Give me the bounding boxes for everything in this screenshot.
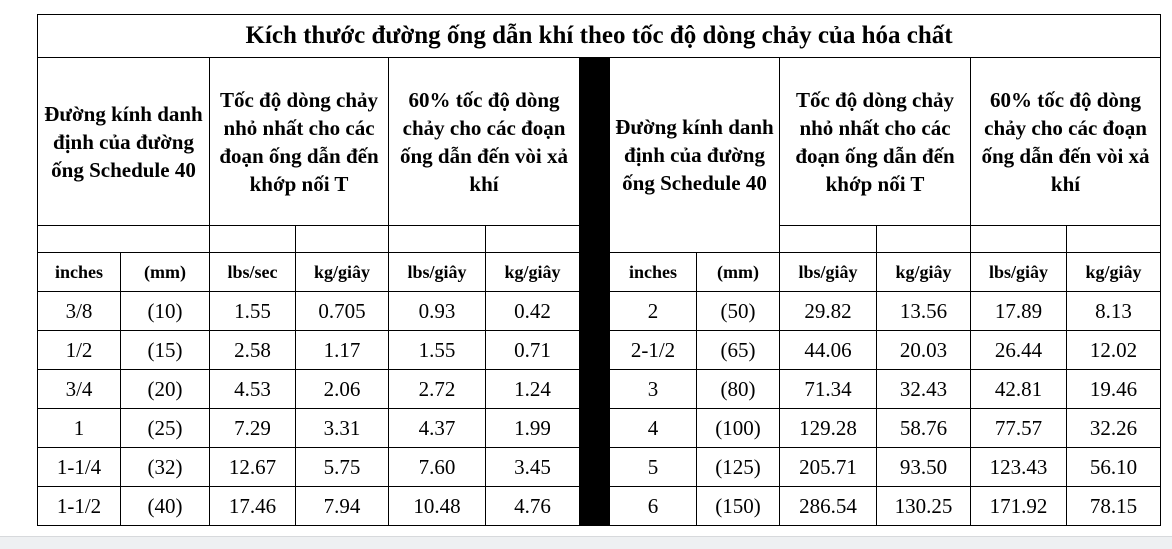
data-cell: 19.46 [1067,370,1161,409]
data-cell: (40) [121,487,210,526]
data-cell: 0.42 [486,292,580,331]
data-cell: 4.53 [210,370,296,409]
data-cell: 44.06 [780,331,877,370]
data-cell: (50) [697,292,780,331]
unit-header: kg/giây [1067,253,1161,292]
data-cell: 2.58 [210,331,296,370]
spacer-cell [1067,226,1161,253]
data-cell: (10) [121,292,210,331]
data-cell: 7.60 [389,448,486,487]
unit-header: kg/giây [296,253,389,292]
data-cell: (150) [697,487,780,526]
data-cell: 2.72 [389,370,486,409]
right-pct-flow-header: 60% tốc độ dòng chảy cho các đoạn ống dẫn đến vòi xả khí [971,58,1161,226]
data-cell: 7.94 [296,487,389,526]
data-cell: (100) [697,409,780,448]
data-cell: 10.48 [389,487,486,526]
data-cell: 56.10 [1067,448,1161,487]
data-cell: 17.89 [971,292,1067,331]
table-title: Kích thước đường ống dẫn khí theo tốc độ dòng chảy của hóa chất [38,15,1161,58]
spacer-cell [210,226,296,253]
data-cell: 42.81 [971,370,1067,409]
data-cell: 1/2 [38,331,121,370]
table-separator [580,58,610,526]
data-cell: 3.45 [486,448,580,487]
data-cell: 12.02 [1067,331,1161,370]
data-cell: 6 [610,487,697,526]
spacer-cell [389,226,486,253]
data-cell: 3/8 [38,292,121,331]
left-pipe-spacer [38,226,210,253]
left-min-flow-header: Tốc độ dòng chảy nhỏ nhất cho các đoạn ống dẫn đến khớp nối T [210,58,389,226]
data-cell: 7.29 [210,409,296,448]
flow-rate-table [37,14,1161,526]
data-cell: (32) [121,448,210,487]
data-cell: 26.44 [971,331,1067,370]
data-cell: 0.705 [296,292,389,331]
data-cell: 123.43 [971,448,1067,487]
data-cell: 1-1/2 [38,487,121,526]
unit-header: kg/giây [877,253,971,292]
data-cell: 3 [610,370,697,409]
data-cell: 205.71 [780,448,877,487]
unit-header: lbs/giây [780,253,877,292]
data-cell: 130.25 [877,487,971,526]
data-cell: 17.46 [210,487,296,526]
data-cell: 1.55 [210,292,296,331]
unit-header: (mm) [697,253,780,292]
right-min-flow-header: Tốc độ dòng chảy nhỏ nhất cho các đoạn ống dẫn đến khớp nối T [780,58,971,226]
data-cell: 93.50 [877,448,971,487]
spacer-cell [971,226,1067,253]
unit-header: inches [38,253,121,292]
data-cell: 4 [610,409,697,448]
data-cell: 4.76 [486,487,580,526]
data-cell: 2.06 [296,370,389,409]
unit-header: lbs/giây [971,253,1067,292]
data-cell: 71.34 [780,370,877,409]
unit-header: lbs/giây [389,253,486,292]
data-cell: 0.71 [486,331,580,370]
data-cell: (65) [697,331,780,370]
data-cell: 1.99 [486,409,580,448]
data-cell: 32.26 [1067,409,1161,448]
window-bottom-strip [0,536,1172,549]
spacer-cell [296,226,389,253]
left-pipe-diameter-header: Đường kính danh định của đường ống Schedule 40 [38,58,210,226]
data-cell: 2 [610,292,697,331]
data-cell: 8.13 [1067,292,1161,331]
data-cell: 3/4 [38,370,121,409]
data-cell: (20) [121,370,210,409]
spacer-cell [877,226,971,253]
data-cell: 0.93 [389,292,486,331]
data-cell: 1.17 [296,331,389,370]
left-pct-flow-header: 60% tốc độ dòng chảy cho các đoạn ống dẫn đến vòi xả khí [389,58,580,226]
data-cell: (80) [697,370,780,409]
unit-header: inches [610,253,697,292]
unit-header: kg/giây [486,253,580,292]
data-cell: 78.15 [1067,487,1161,526]
data-cell: 20.03 [877,331,971,370]
data-cell: 32.43 [877,370,971,409]
data-cell: 2-1/2 [610,331,697,370]
data-cell: 1-1/4 [38,448,121,487]
data-cell: (125) [697,448,780,487]
spacer-cell [780,226,877,253]
data-cell: 13.56 [877,292,971,331]
data-cell: 171.92 [971,487,1067,526]
data-cell: (15) [121,331,210,370]
data-cell: 5 [610,448,697,487]
data-cell: 129.28 [780,409,877,448]
data-cell: 1.55 [389,331,486,370]
data-cell: 12.67 [210,448,296,487]
data-cell: 29.82 [780,292,877,331]
data-cell: 3.31 [296,409,389,448]
spacer-cell [486,226,580,253]
unit-header: (mm) [121,253,210,292]
data-cell: (25) [121,409,210,448]
data-cell: 286.54 [780,487,877,526]
data-cell: 1 [38,409,121,448]
unit-header: lbs/sec [210,253,296,292]
edge-marker [0,539,14,548]
data-cell: 5.75 [296,448,389,487]
data-cell: 4.37 [389,409,486,448]
data-cell: 58.76 [877,409,971,448]
data-cell: 1.24 [486,370,580,409]
data-cell: 77.57 [971,409,1067,448]
right-pipe-diameter-header: Đường kính danh định của đường ống Schedule 40 [610,58,780,253]
